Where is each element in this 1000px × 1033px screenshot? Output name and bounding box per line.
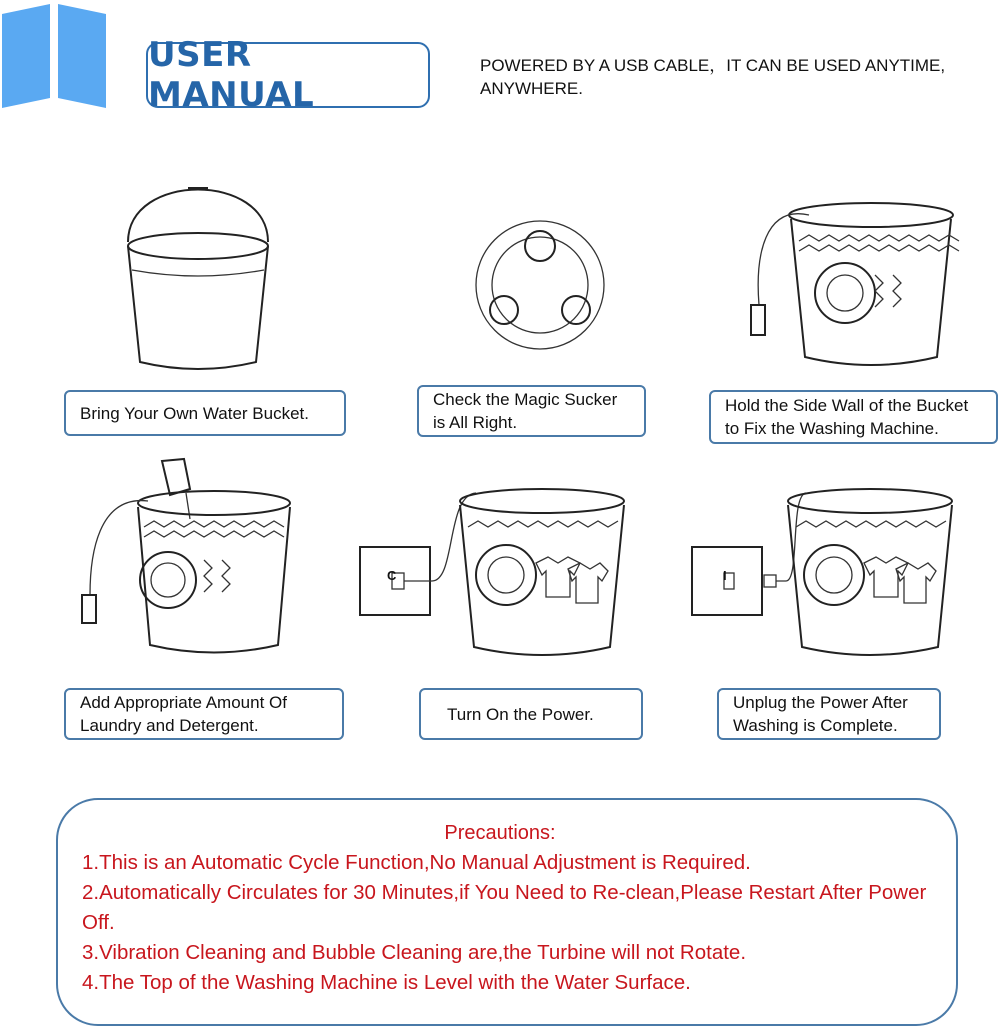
step-4-caption: Add Appropriate Amount Of Laundry and Detergent. — [64, 688, 344, 740]
step-5-caption: Turn On the Power. — [419, 688, 643, 740]
title-box — [146, 35, 430, 115]
step-6-caption: Unplug the Power After Washing is Complete. — [717, 688, 941, 740]
magic-sucker-illustration — [470, 218, 610, 353]
precaution-item-4: 4.The Top of the Washing Machine is Level with the Water Surface. — [82, 971, 691, 994]
precaution-item-1: 1.This is an Automatic Cycle Function,No Manual Adjustment is Required. — [82, 851, 751, 874]
precaution-item-2: 2.Automatically Circulates for 30 Minutes,if You Need to Re-clean,Please Restart After Power Off. — [82, 881, 927, 934]
bucket-with-washer-illustration — [745, 195, 960, 375]
water-bucket-illustration — [118, 180, 278, 375]
step-3-caption: Hold the Side Wall of the Bucket to Fix the Washing Machine. — [709, 390, 998, 444]
add-detergent-illustration — [78, 455, 293, 660]
step-1-caption: Bring Your Own Water Bucket. — [64, 390, 346, 436]
book-logo-icon — [0, 0, 110, 112]
precautions-title: Precautions: — [444, 822, 556, 844]
tagline: POWERED BY A USB CABLE，IT CAN BE USED ANYTIME, ANYWHERE. — [480, 56, 946, 98]
page-title: USER MANUAL — [148, 35, 315, 115]
precaution-item-3: 3.Vibration Cleaning and Bubble Cleaning are,the Turbine will not Rotate. — [82, 941, 747, 964]
step-2-caption: Check the Magic Sucker is All Right. — [417, 385, 646, 437]
turn-on-power-illustration — [356, 485, 631, 665]
unplug-power-illustration — [690, 485, 960, 665]
switch-off-label: I — [723, 568, 727, 583]
switch-on-label: C — [387, 568, 397, 583]
